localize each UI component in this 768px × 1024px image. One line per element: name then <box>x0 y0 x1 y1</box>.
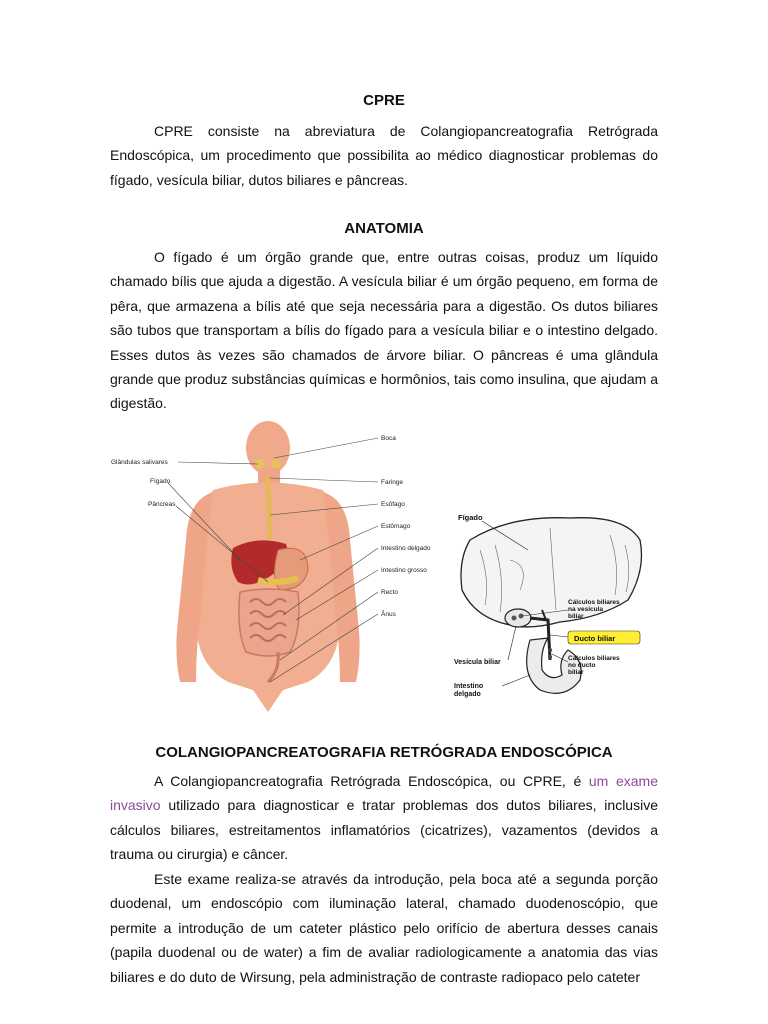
label-pancreas: Pâncreas <box>148 501 176 508</box>
label-liver-figure: Fígado <box>458 513 483 522</box>
label-liver: Fígado <box>150 478 171 485</box>
label-large-intestine: Intestino grosso <box>381 567 427 574</box>
digestive-system-figure <box>108 420 448 714</box>
section2-paragraph-1 <box>110 769 658 867</box>
liver-drawing <box>461 518 642 627</box>
esophagus-shape <box>268 475 270 540</box>
liver-gallbladder-figure <box>450 500 650 710</box>
paragraph-text: utilizado para diagnosticar e tratar problemas dos dutos biliares, inclusive cálculos biliares, estreitamentos inflamatórios (cicatrizes), vazamentos (devidos a trauma ou cirurgia) e câncer. <box>110 797 658 863</box>
head-shape <box>246 421 290 475</box>
label-gallstones-in-gallbladder: Cálculos biliares na vesícula biliar <box>568 599 620 620</box>
label-pharynx: Faringe <box>381 479 404 486</box>
label-stomach: Estômago <box>381 523 411 530</box>
label-anus: Ânus <box>381 611 396 618</box>
gallbladder-drawing <box>505 609 531 627</box>
anatomy-paragraph: O fígado é um órgão grande que, entre outras coisas, produz um líquido chamado bílis que ajuda a digestão. A vesícula biliar é um órgão pequeno, em forma de pêra, que armazena a bílis até que seja necessária para a digestão. Os dutos biliares são tubos que transportam a bílis do fígado para a vesícula biliar e o intestino delgado. Esses dutos às vezes são chamados de árvore biliar. O pâncreas é uma glândula grande que produz substâncias químicas e hormônios, tais como insulina, que ajudam a digestão. <box>110 249 658 412</box>
section-heading-cpre: COLANGIOPANCREATOGRAFIA RETRÓGRADA ENDOSCÓPICA <box>155 744 613 761</box>
label-esophagus: Esôfago <box>381 501 405 508</box>
label-bile-duct: Ducto biliar <box>574 634 616 643</box>
label-small-intestine: Intestino delgado <box>381 545 431 552</box>
page-title: CPRE <box>363 92 405 109</box>
label-gallbladder: Vesícula biliar <box>454 659 501 666</box>
salivary-gland-shape <box>271 459 281 469</box>
duct-stone-shape <box>548 655 552 659</box>
label-salivary-glands: Glândulas salivares <box>111 459 168 466</box>
gallstone-shape <box>512 616 517 621</box>
label-small-intestine-figure: Intestino delgado <box>454 683 484 698</box>
label-mouth: Boca <box>381 435 396 442</box>
label-rectum: Recto <box>381 589 398 596</box>
large-intestine-shape <box>239 589 299 656</box>
duct-stone-shape <box>548 648 552 652</box>
section2-paragraph-2: Este exame realiza-se através da introdução, pela boca até a segunda porção duodenal, um endoscópio com iluminação lateral, chamado duodenoscópio, que permite a introdução de um cateter plástico pelo orifício de abertura desses canais (papila duodenal ou de water) a fim de avaliar radiologicamente a anatomia das vias biliares e do duto de Wirsung, pela administração de contraste radiopaco pelo cateter <box>110 871 658 985</box>
intro-paragraph: CPRE consiste na abreviatura de Colangiopancreatografia Retrógrada Endoscópica, um procedimento que possibilita ao médico diagnosticar problemas do fígado, vesícula biliar, dutos biliares e pâncreas. <box>110 123 658 188</box>
label-gallstones-in-duct: Cálculos biliares no ducto biliar <box>568 655 620 676</box>
paragraph-text: A Colangiopancreatografia Retrógrada Endoscópica, ou CPRE, é <box>154 773 589 789</box>
invasive-exam-link[interactable]: um exame invasivo <box>110 773 658 814</box>
anatomy-heading: ANATOMIA <box>344 220 424 237</box>
